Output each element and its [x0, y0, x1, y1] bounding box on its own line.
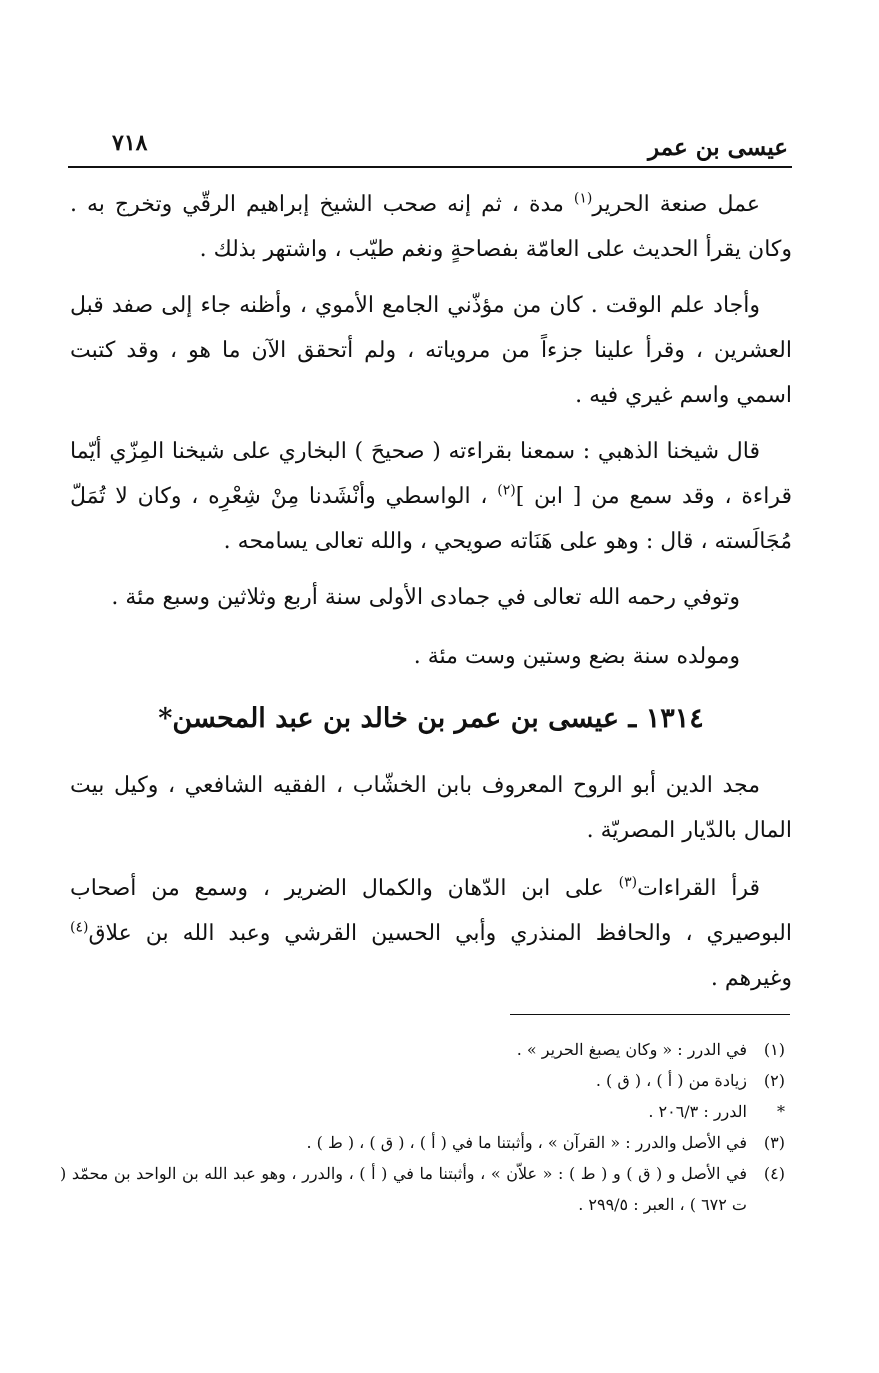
footnote-number: (٤) [763, 1164, 785, 1183]
footnote-ref-3: (٣) [618, 874, 638, 891]
footnote-number: (٣) [763, 1133, 785, 1152]
footnote-text: في الأصل و ( ق ) و ( ط ) : « علاّن » ، وأثبتنا ما في ( أ ) ، والدرر ، وهو عبد الله بن الواحد بن محمّد ( ت ٦٧٢ ) ، العبر : ٢٩٩/٥ . [60, 1164, 748, 1214]
paragraph-3-text-b: ، الواسطي وأنْشَدنا مِنْ شِعْرِه ، وكان لا تُمَلّ مُجَالَسته ، قال : وهو على هَنَاته صويحي ، والله تعالى يسامحه . [70, 484, 792, 554]
footnote-text: في الأصل والدرر : « القرآن » ، وأثبتنا ما في ( أ ) ، ( ق ) ، ( ط ) . [306, 1133, 747, 1152]
birth-line: ومولده سنة بضع وستين وست مئة . [413, 644, 740, 669]
paragraph-3 [70, 429, 792, 564]
footnote-number: (٢) [763, 1071, 785, 1090]
paragraph-1-text-b: مدة ، ثم إنه صحب الشيخ إبراهيم الرقّي وتخرج به . وكان يقرأ الحديث على العامّة بفصاحةٍ ونغم طيّب ، واشتهر بذلك . [70, 192, 792, 262]
main-text [70, 182, 792, 1012]
footnote-ref-4: (٤) [70, 919, 89, 936]
paragraph-1 [70, 182, 792, 272]
entry-paragraph-2 [70, 866, 792, 1001]
footnote-item [60, 1096, 795, 1127]
footnote-item [60, 1065, 795, 1096]
footnote-divider [510, 1014, 790, 1015]
page-number: ٧١٨ [112, 130, 148, 156]
footnote-item [60, 1127, 795, 1158]
footnote-text: في الدرر : « وكان يصبغ الحرير » . [516, 1040, 747, 1059]
footnote-item [60, 1158, 795, 1220]
running-title: عيسى بن عمر [648, 134, 788, 161]
footnote-number: * [777, 1102, 785, 1121]
footnote-ref-1: (١) [573, 190, 593, 207]
page-header [68, 118, 792, 168]
paragraph-3-text-a: قال شيخنا الذهبي : سمعنا بقراءته ( صحيحَ ) البخاري على شيخنا المِزّي أيّما قراءة ، وقد سمع من [ ابن ] [70, 439, 792, 509]
entry-paragraph-2-text-a: قرأ القراءات [637, 876, 760, 901]
entry-paragraph-1: مجد الدين أبو الروح المعروف بابن الخشّاب ، الفقيه الشافعي ، وكيل بيت المال بالدّيار المصريّة . [70, 773, 792, 843]
footnote-text: الدرر : ٢٠٦/٣ . [648, 1102, 747, 1121]
paragraph-2 [70, 283, 792, 418]
footnotes [60, 1034, 795, 1220]
footnote-number: (١) [763, 1040, 785, 1059]
paragraph-1-text-a: عمل صنعة الحرير [592, 192, 760, 217]
entry-heading: ١٣١٤ ـ عيسى بن عمر بن خالد بن عبد المحسن* [158, 703, 704, 734]
paragraph-2-text: وأجاد علم الوقت . كان من مؤذّني الجامع الأموي ، وأظنه جاء إلى صفد قبل العشرين ، وقرأ علينا جزءاً من مروياته ، ولم أتحقق الآن ما هو ، وقد كتبت اسمي واسم غيري فيه . [70, 293, 792, 408]
entry-paragraph-2-text-b: على ابن الدّهان والكمال الضرير ، وسمع من أصحاب البوصيري ، والحافظ المنذري وأبي الحسين القرشي وعبد الله بن علاق [70, 876, 792, 946]
footnote-item [60, 1034, 795, 1065]
death-line: وتوفي رحمه الله تعالى في جمادى الأولى سنة أربع وثلاثين وسبع مئة . [111, 585, 740, 610]
footnote-ref-2: (٢) [497, 482, 516, 499]
footnote-text: زيادة من ( أ ) ، ( ق ) . [595, 1071, 747, 1090]
entry-paragraph-2-text-c: وغيرهم . [710, 966, 792, 991]
